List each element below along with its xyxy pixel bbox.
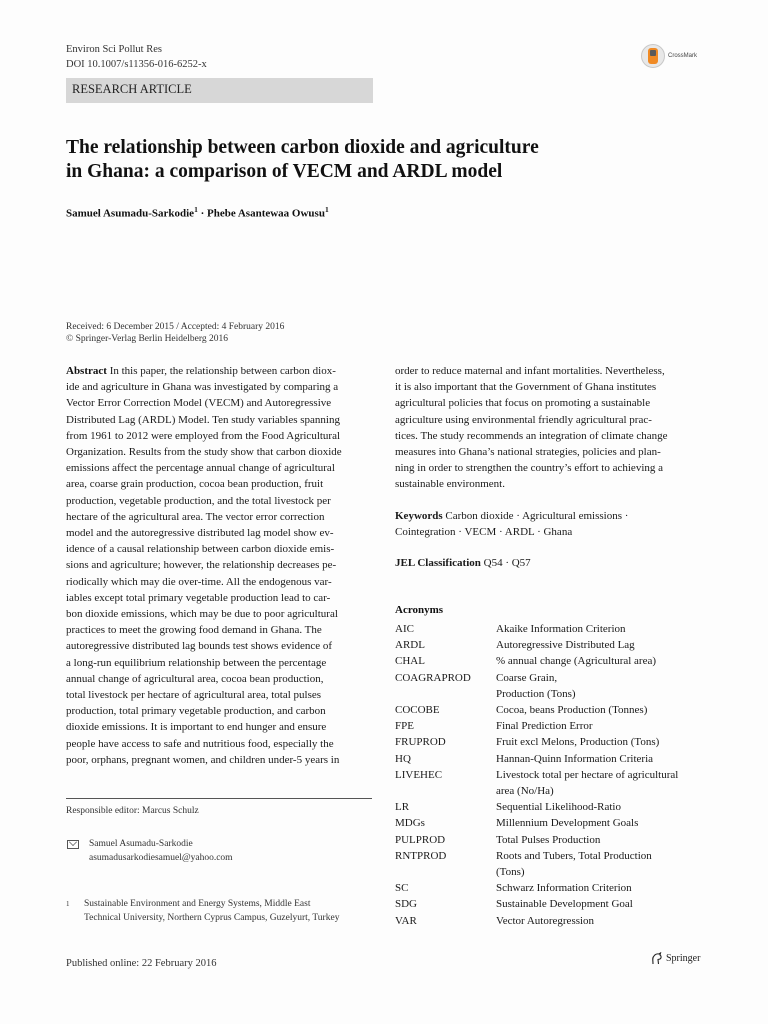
acronym-abbr: HQ — [395, 752, 411, 765]
acronym-definition: Schwarz Information Criterion — [496, 882, 632, 895]
acronym-row — [395, 815, 715, 831]
acronym-definition: Cocoa, beans Production (Tonnes) — [496, 704, 648, 717]
acronym-definition: Millennium Development Goals — [496, 817, 639, 830]
abstract-line: idence of a causal relationship between carbon dioxide emis- — [66, 543, 335, 556]
acronym-row — [395, 653, 715, 669]
acronym-abbr: RNTPROD — [395, 849, 447, 862]
jel-classification — [395, 557, 531, 569]
abstract-line: tices. The study recommends an integration of climate change — [395, 429, 668, 442]
acronym-definition: Coarse Grain, — [496, 671, 558, 684]
acronym-definition: Akaike Information Criterion — [496, 623, 626, 635]
acronym-row — [395, 880, 715, 896]
corresponding-details — [89, 837, 233, 865]
acronym-abbr: SDG — [395, 898, 418, 911]
acronym-row — [395, 832, 715, 848]
acronym-abbr: FPE — [395, 720, 414, 733]
abstract-line: iables except total primary vegetable production lead to car- — [66, 591, 331, 604]
acronym-abbr: COCOBE — [395, 704, 440, 717]
acronym-row — [395, 686, 715, 702]
corresponding-author — [66, 837, 233, 865]
affiliation-line: Sustainable Environment and Energy Systems, Middle East — [84, 899, 311, 909]
abstract-line: bon dioxide emissions, which may be due to poor agricultural — [66, 608, 338, 621]
affiliation-number: 1 — [66, 900, 70, 908]
acronym-row — [395, 734, 715, 750]
acronym-row — [395, 864, 715, 880]
affiliation — [66, 897, 376, 925]
abstract-line: measures into Ghana’s national strategies, policies and plan- — [395, 446, 661, 459]
abstract-line: hectare of the agricultural area. The vector error correction — [66, 510, 325, 523]
author-name[interactable]: Samuel Asumadu-Sarkodie — [66, 207, 195, 220]
affiliation-marker: 1 — [324, 205, 329, 214]
jel-label: JEL Classification — [395, 557, 481, 569]
article-type-banner: RESEARCH ARTICLE — [66, 78, 373, 103]
keywords-line: Cointegration · VECM · ARDL · Ghana — [395, 526, 573, 539]
abstract-left-column — [66, 363, 372, 768]
acronym-abbr: LR — [395, 801, 410, 814]
acronym-row — [395, 913, 715, 929]
corresponding-name: Samuel Asumadu-Sarkodie — [89, 839, 193, 849]
springer-wordmark: Springer — [666, 953, 701, 964]
springer-horse-icon — [650, 952, 663, 965]
received-accepted: Received: 6 December 2015 / Accepted: 4 February 2016 — [66, 322, 285, 332]
acronym-definition: (Tons) — [496, 866, 525, 879]
abstract-line: a long-run equilibrium relationship between the percentage — [66, 656, 327, 669]
acronym-definition: Autoregressive Distributed Lag — [496, 639, 635, 652]
affiliation-text — [84, 897, 339, 925]
springer-logo — [650, 952, 700, 965]
keywords-section — [395, 508, 703, 540]
abstract-right-column — [395, 363, 703, 493]
responsible-editor: Responsible editor: Marcus Schulz — [66, 806, 199, 816]
abstract-line: Distributed Lag (ARDL) Model. Ten study variables spanning — [66, 413, 340, 426]
acronym-row — [395, 637, 715, 653]
acronyms-list — [395, 621, 715, 929]
copyright: © Springer-Verlag Berlin Heidelberg 2016 — [66, 334, 228, 344]
abstract-line: riodically which may die over-time. All the endogenous var- — [66, 575, 332, 588]
affiliation-line: Technical University, Northern Cyprus Campus, Guzelyurt, Turkey — [84, 913, 340, 923]
abstract-line: production, total primary vegetable production, and carbon — [66, 705, 326, 718]
acronym-definition: Production (Tons) — [496, 687, 576, 700]
acronym-row — [395, 896, 715, 912]
acronym-abbr — [395, 686, 496, 702]
abstract-line: dioxide emissions. It is important to end hunger and ensure — [66, 721, 327, 734]
abstract-line: model and the autoregressive distributed lag model show ev- — [66, 527, 334, 540]
crossmark-icon — [641, 44, 665, 68]
abstract-line: sustainable environment. — [395, 478, 505, 491]
acronym-definition: Final Prediction Error — [496, 720, 593, 733]
abstract-line: ide and agriculture in Ghana was investigated by comparing a — [66, 381, 339, 394]
acronym-definition: % annual change (Agricultural area) — [496, 655, 657, 668]
acronym-definition: area (No/Ha) — [496, 785, 554, 798]
abstract-label: Abstract — [66, 365, 107, 377]
acronym-abbr — [395, 783, 496, 799]
footnote-divider — [66, 798, 372, 799]
abstract-line: annual change of agricultural area, cocoa bean production, — [66, 672, 324, 685]
title-line-1: The relationship between carbon dioxide and agriculture — [66, 137, 539, 158]
author-list — [66, 205, 329, 220]
abstract-line: Vector Error Correction Model (VECM) and Autoregressive — [66, 397, 332, 410]
acronym-definition: Vector Autoregression — [496, 914, 595, 927]
abstract-line: ning in order to strengthen the country’s effort to achieving a — [395, 462, 664, 475]
abstract-line: practices to meet the growing food demand in Ghana. The — [66, 624, 322, 637]
article-dates — [66, 321, 284, 345]
author-separator: · — [197, 207, 207, 220]
keywords-label: Keywords — [395, 510, 443, 522]
doi[interactable]: DOI 10.1007/s11356-016-6252-x — [66, 59, 207, 70]
abstract-line: area, coarse grain production, cocoa bean production, fruit — [66, 478, 324, 491]
acronym-definition: Roots and Tubers, Total Production — [496, 849, 652, 862]
journal-header — [66, 42, 207, 72]
acronym-definition: Fruit excl Melons, Production (Tons) — [496, 736, 660, 749]
abstract-line: production, vegetable production, and the total livestock per — [66, 494, 331, 507]
acronym-abbr: AIC — [395, 623, 414, 635]
acronym-abbr: SC — [395, 882, 409, 895]
abstract-line: total livestock per hectare of agricultural area, total pulses — [66, 689, 322, 702]
acronym-definition: Hannan-Quinn Information Criteria — [496, 752, 654, 765]
acronym-row — [395, 670, 715, 686]
acronym-row — [395, 848, 715, 864]
acronym-abbr: CHAL — [395, 655, 425, 668]
article-title — [66, 136, 686, 184]
acronym-row — [395, 767, 715, 783]
acronym-abbr — [395, 864, 496, 880]
abstract-line: Organization. Results from the study show that carbon dioxide — [66, 446, 342, 459]
acronym-row — [395, 718, 715, 734]
abstract-line: poor, orphans, pregnant women, and children under-5 years in — [66, 753, 340, 766]
acronym-abbr: FRUPROD — [395, 736, 446, 749]
acronym-definition: Livestock total per hectare of agricultural — [496, 768, 679, 781]
abstract-line: it is also important that the Government of Ghana institutes — [395, 381, 657, 394]
abstract-line: Abstract In this paper, the relationship between carbon diox- — [66, 365, 336, 377]
acronym-row — [395, 702, 715, 718]
acronym-abbr: VAR — [395, 914, 417, 927]
acronym-row — [395, 621, 715, 637]
acronym-abbr: PULPROD — [395, 833, 446, 846]
journal-name: Environ Sci Pollut Res — [66, 44, 162, 55]
crossmark-badge[interactable] — [641, 44, 697, 68]
acronym-abbr: COAGRAPROD — [395, 671, 471, 684]
abstract-line: agricultural policies that focus on promoting a sustainable — [395, 397, 651, 410]
abstract-line: order to reduce maternal and infant mortalities. Nevertheless, — [395, 365, 665, 377]
abstract-line: people have access to safe and nutritious food, especially the — [66, 737, 334, 750]
acronym-definition: Sustainable Development Goal — [496, 898, 633, 911]
acronyms-heading: Acronyms — [395, 604, 444, 616]
author-name[interactable]: Phebe Asantewaa Owusu — [206, 207, 325, 220]
acronym-abbr: MDGs — [395, 817, 425, 830]
acronym-abbr: LIVEHEC — [395, 768, 443, 781]
acronym-abbr: ARDL — [395, 639, 425, 652]
acronym-row — [395, 783, 715, 799]
crossmark-label: CrossMark — [668, 53, 698, 59]
abstract-line: autoregressive distributed lag bounds test shows evidence of — [66, 640, 333, 653]
acronym-row — [395, 751, 715, 767]
abstract-line: emissions affect the percentage annual change of agricultural — [66, 462, 335, 475]
acronym-row — [395, 799, 715, 815]
keywords-line: Keywords Carbon dioxide · Agricultural emissions · — [395, 510, 629, 522]
title-line-2: in Ghana: a comparison of VECM and ARDL model — [66, 161, 503, 182]
abstract-line: from 1961 to 2012 were employed from the Food Agricultural — [66, 429, 341, 442]
acronym-definition: Total Pulses Production — [496, 833, 601, 846]
affiliation-marker: 1 — [194, 205, 198, 214]
jel-codes: Q54 · Q57 — [483, 557, 531, 569]
published-online: Published online: 22 February 2016 — [66, 958, 217, 969]
acronym-definition: Sequential Likelihood-Ratio — [496, 801, 621, 814]
corresponding-email[interactable]: asumadusarkodiesamuel@yahoo.com — [89, 853, 233, 863]
abstract-line: agriculture using environmental friendly agricultural prac- — [395, 413, 652, 426]
envelope-icon — [67, 840, 79, 849]
abstract-line: sions and agriculture; however, the relationship decreases pe- — [66, 559, 337, 572]
